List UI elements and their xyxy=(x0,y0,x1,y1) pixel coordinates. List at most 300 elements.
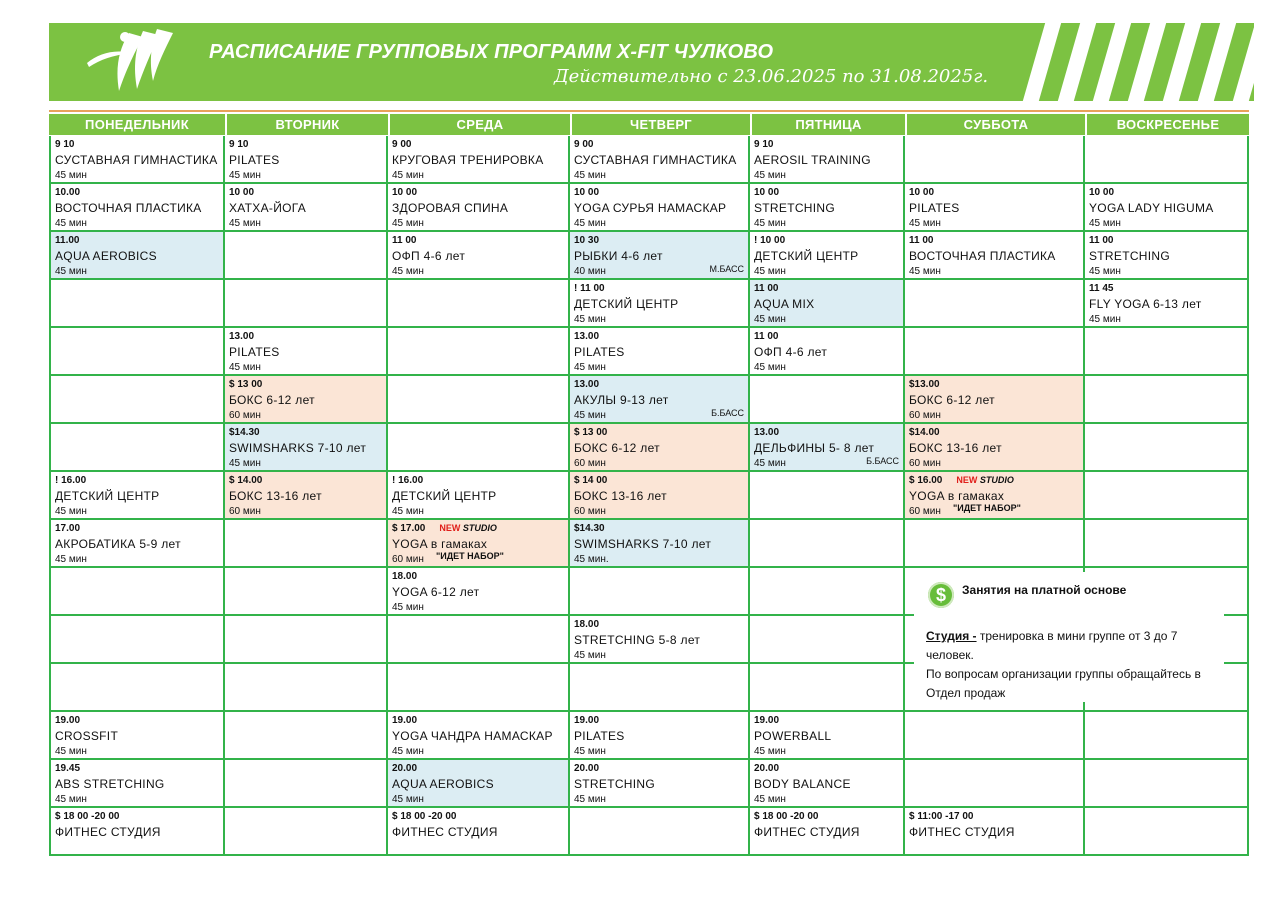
empty-cell xyxy=(49,280,225,328)
class-time-text: $ 18 00 -20 00 xyxy=(754,811,819,822)
class-time xyxy=(574,377,745,392)
class-cell xyxy=(570,712,750,760)
class-duration: 45 мин xyxy=(1089,218,1121,229)
class-time xyxy=(55,713,220,728)
class-time xyxy=(1089,185,1244,200)
class-duration: 45 мин xyxy=(574,794,606,805)
class-name: AQUA AEROBICS xyxy=(55,249,157,263)
class-cell xyxy=(388,232,570,280)
class-cell xyxy=(388,568,570,616)
class-cell xyxy=(570,616,750,664)
class-time-text: 10 00 xyxy=(229,187,255,198)
paid-info-text xyxy=(926,627,1221,703)
class-cell xyxy=(225,136,388,184)
empty-cell xyxy=(225,760,388,808)
class-time xyxy=(55,185,220,200)
class-time xyxy=(754,329,900,344)
class-time xyxy=(229,425,383,440)
class-cell xyxy=(49,760,225,808)
class-time xyxy=(574,521,745,536)
class-duration: 45 мин xyxy=(55,218,87,229)
class-name: ФИТНЕС СТУДИЯ xyxy=(55,825,161,839)
class-name: ФИТНЕС СТУДИЯ xyxy=(754,825,860,839)
empty-cell xyxy=(905,760,1085,808)
empty-cell xyxy=(1085,808,1249,856)
class-cell xyxy=(225,184,388,232)
class-name: АКУЛЫ 9-13 лет xyxy=(574,393,669,407)
class-duration: 45 мин xyxy=(55,506,87,517)
day-header: СУББОТА xyxy=(907,114,1085,135)
class-cell xyxy=(225,472,388,520)
class-duration: 45 мин xyxy=(754,458,786,469)
class-cell xyxy=(750,328,905,376)
class-duration: 45 мин xyxy=(574,746,606,757)
class-name: AEROSIL TRAINING xyxy=(754,153,871,167)
class-time xyxy=(229,185,383,200)
class-time-text: 13.00 xyxy=(229,331,255,342)
class-duration: 45 мин xyxy=(392,602,424,613)
class-duration: 45 мин xyxy=(55,746,87,757)
class-name: БОКС 6-12 лет xyxy=(909,393,995,407)
class-time-text: $14.30 xyxy=(574,523,605,534)
class-name: ДЕТСКИЙ ЦЕНТР xyxy=(574,297,679,311)
class-name: STRETCHING xyxy=(1089,249,1170,263)
class-time xyxy=(229,473,383,488)
class-duration: 60 мин xyxy=(909,410,941,421)
class-time-text: $13.00 xyxy=(909,379,940,390)
class-time xyxy=(754,137,900,152)
class-name: YOGA в гамаках xyxy=(392,537,488,551)
class-time xyxy=(574,713,745,728)
class-name: ABS STRETCHING xyxy=(55,777,165,791)
class-duration: 45 мин xyxy=(229,458,261,469)
class-name: БОКС 13-16 лет xyxy=(909,441,1002,455)
class-cell xyxy=(905,376,1085,424)
class-cell xyxy=(225,376,388,424)
empty-cell xyxy=(388,664,570,712)
class-time xyxy=(754,761,900,776)
class-time-text: 10.00 xyxy=(55,187,81,198)
class-duration: 45 мин xyxy=(574,170,606,181)
class-name: СУСТАВНАЯ ГИМНАСТИКА xyxy=(55,153,218,167)
class-cell xyxy=(570,136,750,184)
class-time-text: $ 16.00 xyxy=(909,475,943,486)
class-time-text: 10 00 xyxy=(909,187,935,198)
studio-label: STUDIO xyxy=(979,475,1014,485)
class-cell xyxy=(49,712,225,760)
class-time-text: $ 13 00 xyxy=(229,379,263,390)
class-cell xyxy=(905,472,1085,520)
class-time xyxy=(392,761,565,776)
class-duration: 45 мин xyxy=(1089,266,1121,277)
class-time xyxy=(55,137,220,152)
class-name: PILATES xyxy=(229,345,280,359)
class-time xyxy=(754,809,900,824)
class-name: YOGA 6-12 лет xyxy=(392,585,480,599)
empty-cell xyxy=(750,616,905,664)
empty-cell xyxy=(225,712,388,760)
class-name: ФИТНЕС СТУДИЯ xyxy=(392,825,498,839)
empty-cell xyxy=(225,568,388,616)
class-time xyxy=(909,425,1080,440)
class-time xyxy=(392,473,565,488)
class-name: ОФП 4-6 лет xyxy=(754,345,828,359)
class-name: CROSSFIT xyxy=(55,729,119,743)
class-time xyxy=(392,521,565,536)
empty-cell xyxy=(905,520,1085,568)
class-time-text: $ 18 00 -20 00 xyxy=(55,811,120,822)
class-name: ДЕЛЬФИНЫ 5- 8 лет xyxy=(754,441,875,455)
class-cell xyxy=(388,184,570,232)
class-duration: 45 мин xyxy=(55,794,87,805)
class-name: AQUA MIX xyxy=(754,297,815,311)
class-time-text: 18.00 xyxy=(392,571,418,582)
validity-period: Действительно с 23.06.2025 по 31.08.2025г. xyxy=(554,66,989,87)
class-time-text: ! 16.00 xyxy=(392,475,424,486)
class-cell xyxy=(570,472,750,520)
class-time-text: 20.00 xyxy=(574,763,600,774)
class-duration: 45 мин xyxy=(55,554,87,565)
class-time-text: ! 10 00 xyxy=(754,235,786,246)
pool-note: М.БАСС xyxy=(709,264,744,274)
class-time xyxy=(392,137,565,152)
class-time-text: 19.00 xyxy=(392,715,418,726)
class-time-text: 19.00 xyxy=(55,715,81,726)
class-duration: 45 мин xyxy=(392,506,424,517)
class-duration: 45 мин xyxy=(754,362,786,373)
empty-cell xyxy=(1085,760,1249,808)
empty-cell xyxy=(49,376,225,424)
class-time-text: 20.00 xyxy=(392,763,418,774)
empty-cell xyxy=(750,664,905,712)
day-header: ВТОРНИК xyxy=(227,114,388,135)
class-cell xyxy=(388,760,570,808)
day-header: ВОСКРЕСЕНЬЕ xyxy=(1087,114,1249,135)
empty-cell xyxy=(388,616,570,664)
class-name: STRETCHING xyxy=(754,201,835,215)
class-time xyxy=(55,761,220,776)
divider xyxy=(49,110,1249,112)
class-duration: 60 мин xyxy=(392,554,424,565)
class-name: БОКС 13-16 лет xyxy=(574,489,667,503)
pool-note: Б.БАСС xyxy=(711,408,744,418)
class-time xyxy=(392,713,565,728)
class-time-text: 11 45 xyxy=(1089,283,1114,294)
class-name: ХАТХА-ЙОГА xyxy=(229,201,307,215)
class-duration: 45 мин xyxy=(55,170,87,181)
empty-cell xyxy=(570,568,750,616)
pool-note: Б.БАСС xyxy=(866,456,899,466)
class-time xyxy=(229,377,383,392)
class-cell xyxy=(388,520,570,568)
class-cell xyxy=(49,136,225,184)
class-duration: 45 мин xyxy=(392,170,424,181)
class-duration: 45 мин xyxy=(229,362,261,373)
class-cell xyxy=(905,808,1085,856)
class-time-text: $ 17.00 xyxy=(392,523,426,534)
class-cell xyxy=(570,424,750,472)
class-time-text: 13.00 xyxy=(574,331,600,342)
empty-cell xyxy=(1085,376,1249,424)
class-name: SWIMSHARKS 7-10 лет xyxy=(574,537,712,551)
class-time xyxy=(392,233,565,248)
class-name: POWERBALL xyxy=(754,729,832,743)
class-time xyxy=(392,569,565,584)
empty-cell xyxy=(388,328,570,376)
class-cell xyxy=(49,520,225,568)
class-cell xyxy=(570,520,750,568)
class-duration: 60 мин xyxy=(909,458,941,469)
class-time-text: 9 10 xyxy=(229,139,249,150)
day-header: СРЕДА xyxy=(390,114,570,135)
class-time-text: 18.00 xyxy=(574,619,600,630)
xfit-logo-icon xyxy=(85,27,175,97)
class-time xyxy=(392,185,565,200)
class-name: YOGA LADY HIGUMA xyxy=(1089,201,1214,215)
class-name: SWIMSHARKS 7-10 лет xyxy=(229,441,367,455)
class-time-text: 10 00 xyxy=(392,187,418,198)
empty-cell xyxy=(225,664,388,712)
class-time-text: $ 14.00 xyxy=(229,475,263,486)
class-time-text: 10 00 xyxy=(574,187,600,198)
class-time xyxy=(909,185,1080,200)
class-duration: 45 мин xyxy=(392,266,424,277)
day-header: ПОНЕДЕЛЬНИК xyxy=(49,114,225,135)
class-duration: 45 мин xyxy=(754,746,786,757)
class-name: STRETCHING xyxy=(574,777,655,791)
class-duration: 60 мин xyxy=(909,506,941,517)
class-time-text: 17.00 xyxy=(55,523,81,534)
class-cell xyxy=(49,184,225,232)
class-time-text: 11 00 xyxy=(392,235,417,246)
class-time xyxy=(574,617,745,632)
class-cell xyxy=(905,424,1085,472)
class-time xyxy=(574,329,745,344)
class-duration: 45 мин xyxy=(1089,314,1121,325)
page-title: РАСПИСАНИЕ ГРУППОВЫХ ПРОГРАММ X-FIT ЧУЛКОВО xyxy=(209,41,774,63)
class-time xyxy=(1089,281,1244,296)
class-time-text: ! 16.00 xyxy=(55,475,87,486)
sales-contact-text: По вопросам организации группы обращайтесь в Отдел продаж xyxy=(926,667,1201,700)
class-time xyxy=(55,473,220,488)
class-cell xyxy=(388,808,570,856)
paid-info-box xyxy=(914,572,1224,702)
class-cell xyxy=(225,424,388,472)
class-name: СУСТАВНАЯ ГИМНАСТИКА xyxy=(574,153,737,167)
studio-description: тренировка в мини группе от 3 до 7 человек. xyxy=(926,629,1178,662)
empty-cell xyxy=(1085,136,1249,184)
class-time xyxy=(229,137,383,152)
empty-cell xyxy=(570,808,750,856)
studio-label: Студия - xyxy=(926,629,977,643)
class-name: ВОСТОЧНАЯ ПЛАСТИКА xyxy=(909,249,1056,263)
day-header: ПЯТНИЦА xyxy=(752,114,905,135)
class-name: PILATES xyxy=(574,345,625,359)
empty-cell xyxy=(1085,712,1249,760)
class-time-text: 10 00 xyxy=(754,187,780,198)
class-time xyxy=(55,521,220,536)
empty-cell xyxy=(750,472,905,520)
new-label: NEW xyxy=(439,523,461,533)
class-name: PILATES xyxy=(909,201,960,215)
class-cell xyxy=(750,136,905,184)
paid-info-heading: Занятия на платной основе xyxy=(962,583,1127,597)
class-time xyxy=(754,185,900,200)
class-name: ДЕТСКИЙ ЦЕНТР xyxy=(392,489,497,503)
empty-cell xyxy=(905,136,1085,184)
day-header: ЧЕТВЕРГ xyxy=(572,114,750,135)
class-time-text: $ 13 00 xyxy=(574,427,608,438)
class-duration: 45 мин xyxy=(754,266,786,277)
class-cell xyxy=(905,184,1085,232)
class-duration: 45 мин xyxy=(574,650,606,661)
class-name: ОФП 4-6 лет xyxy=(392,249,466,263)
empty-cell xyxy=(1085,328,1249,376)
class-duration: 45 мин xyxy=(574,410,606,421)
class-time xyxy=(754,713,900,728)
class-time xyxy=(574,425,745,440)
class-cell xyxy=(570,376,750,424)
class-time xyxy=(55,233,220,248)
empty-cell xyxy=(570,664,750,712)
class-duration: 45 мин xyxy=(909,218,941,229)
class-cell xyxy=(1085,184,1249,232)
class-duration: 45 мин. xyxy=(574,554,609,565)
class-time xyxy=(754,425,900,440)
class-name: БОКС 6-12 лет xyxy=(574,441,660,455)
class-time-text: 19.45 xyxy=(55,763,81,774)
dollar-coin-icon: $ xyxy=(928,582,954,608)
class-cell xyxy=(570,184,750,232)
class-cell xyxy=(570,280,750,328)
class-name: PILATES xyxy=(574,729,625,743)
class-name: БОКС 13-16 лет xyxy=(229,489,322,503)
class-time-text: 10 00 xyxy=(1089,187,1115,198)
class-name: PILATES xyxy=(229,153,280,167)
enrollment-note: "ИДЕТ НАБОР" xyxy=(436,551,504,561)
class-time-text: $ 11:00 -17 00 xyxy=(909,811,974,822)
empty-cell xyxy=(225,232,388,280)
class-name: YOGA ЧАНДРА НАМАСКАР xyxy=(392,729,553,743)
class-time-text: 9 10 xyxy=(754,139,774,150)
class-time xyxy=(574,281,745,296)
empty-cell xyxy=(1085,424,1249,472)
class-time-text: ! 11 00 xyxy=(574,283,605,294)
empty-cell xyxy=(225,520,388,568)
class-duration: 45 мин xyxy=(229,170,261,181)
class-name: AQUA AEROBICS xyxy=(392,777,494,791)
class-cell xyxy=(750,424,905,472)
class-name: РЫБКИ 4-6 лет xyxy=(574,249,663,263)
class-duration: 45 мин xyxy=(55,266,87,277)
class-cell xyxy=(388,136,570,184)
class-cell xyxy=(750,808,905,856)
enrollment-note: "ИДЕТ НАБОР" xyxy=(953,503,1021,513)
class-duration: 45 мин xyxy=(754,170,786,181)
class-time xyxy=(574,233,745,248)
class-name: ДЕТСКИЙ ЦЕНТР xyxy=(754,249,859,263)
class-time-text: 11 00 xyxy=(909,235,934,246)
class-time-text: 9 00 xyxy=(574,139,594,150)
class-time-text: 13.00 xyxy=(574,379,600,390)
empty-cell xyxy=(750,520,905,568)
new-label: NEW xyxy=(956,475,978,485)
class-time-text: 11 00 xyxy=(1089,235,1114,246)
class-cell xyxy=(49,808,225,856)
class-time-text: $14.30 xyxy=(229,427,260,438)
class-time-text: $14.00 xyxy=(909,427,940,438)
class-name: АКРОБАТИКА 5-9 лет xyxy=(55,537,181,551)
class-cell xyxy=(750,184,905,232)
class-name: YOGA СУРЬЯ НАМАСКАР xyxy=(574,201,727,215)
empty-cell xyxy=(905,712,1085,760)
class-time xyxy=(574,473,745,488)
class-duration: 45 мин xyxy=(909,266,941,277)
class-time xyxy=(909,809,1080,824)
class-time xyxy=(55,809,220,824)
class-time-text: 19.00 xyxy=(754,715,780,726)
empty-cell xyxy=(1085,520,1249,568)
class-time-text: 13.00 xyxy=(754,427,780,438)
class-time-text: 9 10 xyxy=(55,139,75,150)
class-time xyxy=(909,473,1080,488)
class-time xyxy=(574,137,745,152)
class-cell xyxy=(388,712,570,760)
class-cell xyxy=(750,712,905,760)
header-banner xyxy=(49,23,1254,101)
new-studio-badge xyxy=(439,523,497,533)
class-cell xyxy=(49,472,225,520)
empty-cell xyxy=(225,808,388,856)
empty-cell xyxy=(49,664,225,712)
class-cell xyxy=(750,280,905,328)
class-cell xyxy=(905,232,1085,280)
class-cell xyxy=(1085,280,1249,328)
class-time xyxy=(392,809,565,824)
empty-cell xyxy=(388,376,570,424)
class-time-text: 10 30 xyxy=(574,235,600,246)
class-duration: 45 мин xyxy=(754,314,786,325)
class-cell xyxy=(570,760,750,808)
class-cell xyxy=(225,328,388,376)
empty-cell xyxy=(905,280,1085,328)
class-cell xyxy=(49,232,225,280)
class-time xyxy=(909,233,1080,248)
class-cell xyxy=(750,760,905,808)
class-duration: 45 мин xyxy=(574,314,606,325)
class-duration: 60 мин xyxy=(229,410,261,421)
class-time-text: 9 00 xyxy=(392,139,412,150)
class-duration: 45 мин xyxy=(754,794,786,805)
class-name: КРУГОВАЯ ТРЕНИРОВКА xyxy=(392,153,544,167)
class-cell xyxy=(750,232,905,280)
empty-cell xyxy=(49,328,225,376)
class-cell xyxy=(388,472,570,520)
empty-cell xyxy=(49,616,225,664)
class-name: ЗДОРОВАЯ СПИНА xyxy=(392,201,509,215)
class-duration: 45 мин xyxy=(392,794,424,805)
class-duration: 45 мин xyxy=(574,362,606,373)
class-time xyxy=(229,329,383,344)
class-time xyxy=(574,761,745,776)
class-duration: 45 мин xyxy=(229,218,261,229)
empty-cell xyxy=(225,616,388,664)
class-name: BODY BALANCE xyxy=(754,777,851,791)
empty-cell xyxy=(388,424,570,472)
class-time xyxy=(1089,233,1244,248)
empty-cell xyxy=(750,376,905,424)
class-time-text: 19.00 xyxy=(574,715,600,726)
